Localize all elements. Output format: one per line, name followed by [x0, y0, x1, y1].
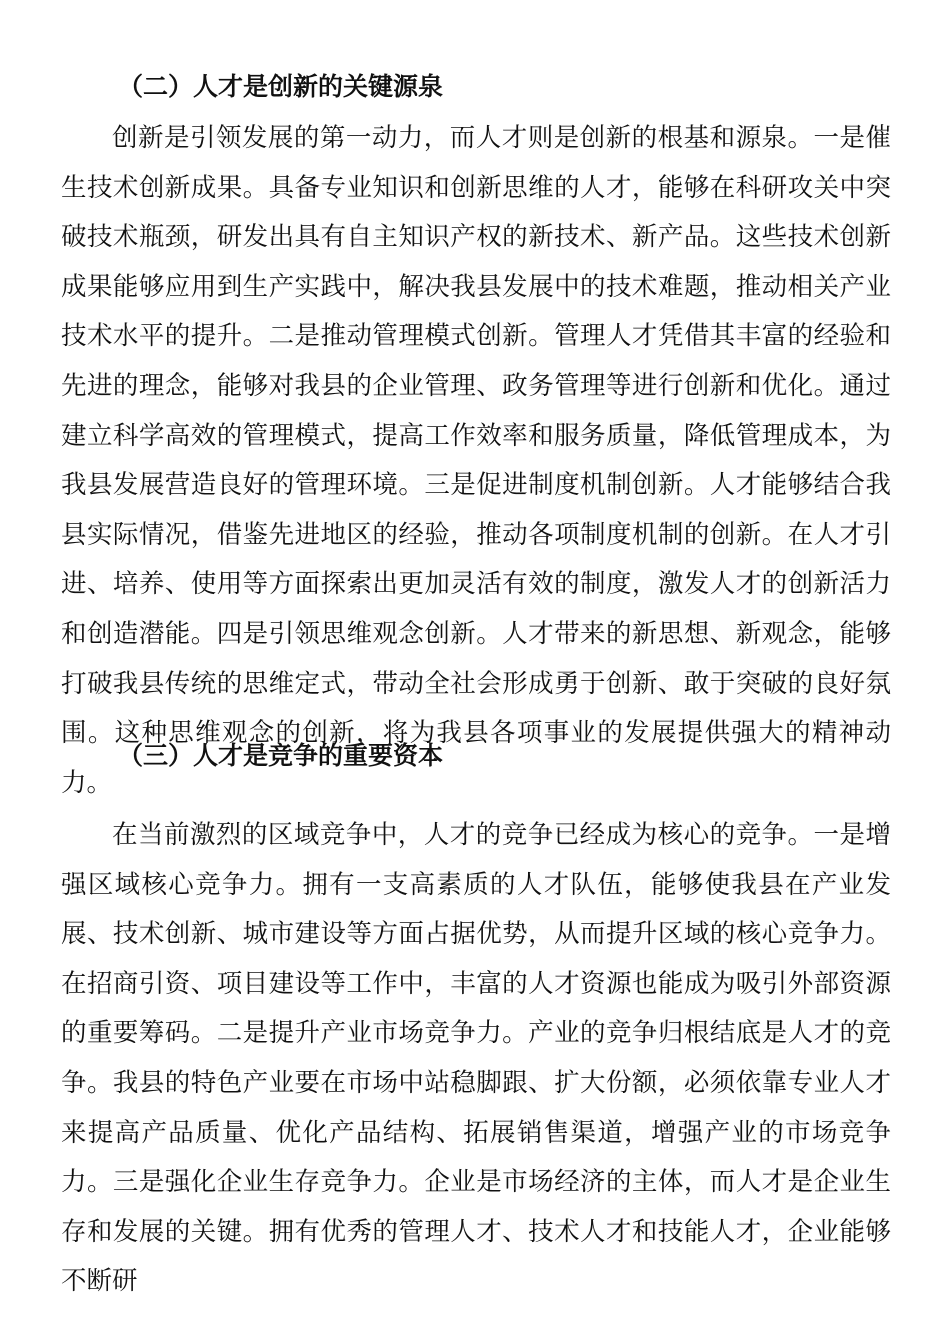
section-heading-innovation: （二）人才是创新的关键源泉: [118, 72, 444, 101]
section-body-innovation: 创新是引领发展的第一动力，而人才则是创新的根基和源泉。一是催生技术创新成果。具备专业知识和创新思维的人才，能够在科研攻关中突破技术瓶颈，研发出具有自主知识产权的新技术、新产品。这些技术创新成果能够应用到生产实践中，解决我县发展中的技术难题，推动相关产业技术水平的提升。二是推动管理模式创新。管理人才凭借其丰富的经验和先进的理念，能够对我县的企业管理、政务管理等进行创新和优化。通过建立科学高效的管理模式，提高工作效率和服务质量，降低管理成本，为我县发展营造良好的管理环境。三是促进制度机制创新。人才能够结合我县实际情况，借鉴先进地区的经验，推动各项制度机制的创新。在人才引进、培养、使用等方面探索出更加灵活有效的制度，激发人才的创新活力和创造潜能。四是引领思维观念创新。人才带来的新思想、新观念，能够打破我县传统的思维定式，带动全社会形成勇于创新、敢于突破的良好氛围。这种思维观念的创新，将为我县各项事业的发展提供强大的精神动力。: [61, 123, 891, 798]
section-body-competition: 在当前激烈的区域竞争中，人才的竞争已经成为核心的竞争。一是增强区域核心竞争力。拥有一支高素质的人才队伍，能够使我县在产业发展、技术创新、城市建设等方面占据优势，从而提升区域的核心竞争力。在招商引资、项目建设等工作中，丰富的人才资源也能成为吸引外部资源的重要筹码。二是提升产业市场竞争力。产业的竞争归根结底是人才的竞争。我县的特色产业要在市场中站稳脚跟、扩大份额，必须依靠专业人才来提高产品质量、优化产品结构、拓展销售渠道，增强产业的市场竞争力。三是强化企业生存竞争力。企业是市场经济的主体，而人才是企业生存和发展的关键。拥有优秀的管理人才、技术人才和技能人才，企业能够不断研: [61, 820, 891, 1297]
section-heading-competition: （三）人才是竞争的重要资本: [118, 741, 444, 770]
